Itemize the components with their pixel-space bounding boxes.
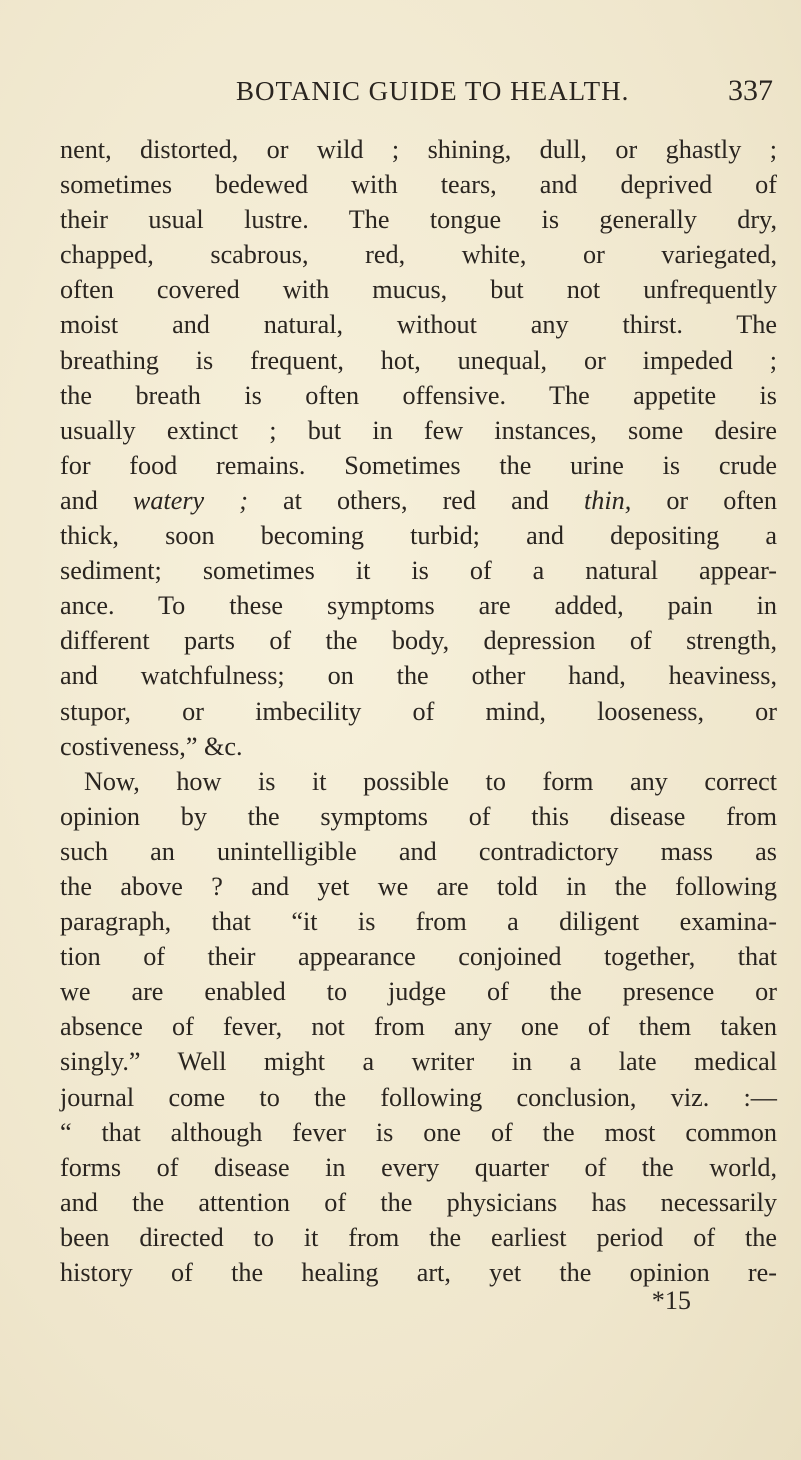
text-segment: and [60,485,133,515]
text-line: their usual lustre. The tongue is generally dry, [60,205,777,235]
text-line: moist and natural, without any thirst. The [60,310,777,340]
text-line: sediment; sometimes it is of a natural appear- [60,556,777,586]
text-line: tion of their appearance conjoined together, that [60,942,777,972]
text-line: history of the healing art, yet the opinion re- [60,1258,777,1287]
text-line: forms of disease in every quarter of the world, [60,1152,777,1182]
text-segment: at others, red and [247,485,584,515]
running-head: BOTANIC GUIDE TO HEALTH. [236,76,630,106]
body-text [60,132,777,1316]
text-line: such an unintelligible and contradictory mass as [60,836,777,866]
text-line: usually extinct ; but in few instances, some desire [60,415,777,445]
text-line: singly.” Well might a writer in a late medical [60,1047,777,1077]
text-line: been directed to it from the earliest period of the [60,1222,777,1252]
text-line: paragraph, that “it is from a diligent examina- [60,907,777,937]
text-line-paragraph-start: Now, how is it possible to form any correct [84,766,777,796]
text-line: we are enabled to judge of the presence or [60,977,777,1007]
text-line: “ that although fever is one of the most common [60,1117,777,1147]
book-page [60,76,777,1456]
text-line: often covered with mucus, but not unfrequently [60,275,777,305]
signature-mark: *15 [651,1286,691,1316]
text-line: thick, soon becoming turbid; and depositing a [60,521,777,551]
page-header [60,76,777,124]
text-line: for food remains. Sometimes the urine is crude [60,450,777,480]
text-line: chapped, scabrous, red, white, or variegated, [60,240,777,270]
page-number: 337 [728,74,773,107]
text-line-paragraph-end: costiveness,” &c. [60,731,243,761]
text-line: stupor, or imbecility of mind, looseness, or [60,696,777,726]
italic-word-thin: thin, [583,485,632,515]
text-line: different parts of the body, depression of strength, [60,626,777,656]
text-line: absence of fever, not from any one of them taken [60,1012,777,1042]
text-line: journal come to the following conclusion, viz. :— [60,1082,777,1112]
text-line: the breath is often offensive. The appetite is [60,380,777,410]
text-line: sometimes bedewed with tears, and deprived of [60,170,777,200]
text-segment: or often [631,485,777,515]
italic-word-watery: watery ; [132,485,248,515]
text-line: nent, distorted, or wild ; shining, dull, or ghastly ; [60,135,777,164]
text-line: ance. To these symptoms are added, pain in [60,591,777,621]
text-line: opinion by the symptoms of this disease from [60,801,777,831]
text-line: and the attention of the physicians has necessarily [60,1187,777,1217]
text-line: breathing is frequent, hot, unequal, or impeded ; [60,345,777,375]
text-line-italic [60,483,777,518]
text-line: and watchfulness; on the other hand, heaviness, [60,661,777,691]
text-line: the above ? and yet we are told in the following [60,871,777,901]
